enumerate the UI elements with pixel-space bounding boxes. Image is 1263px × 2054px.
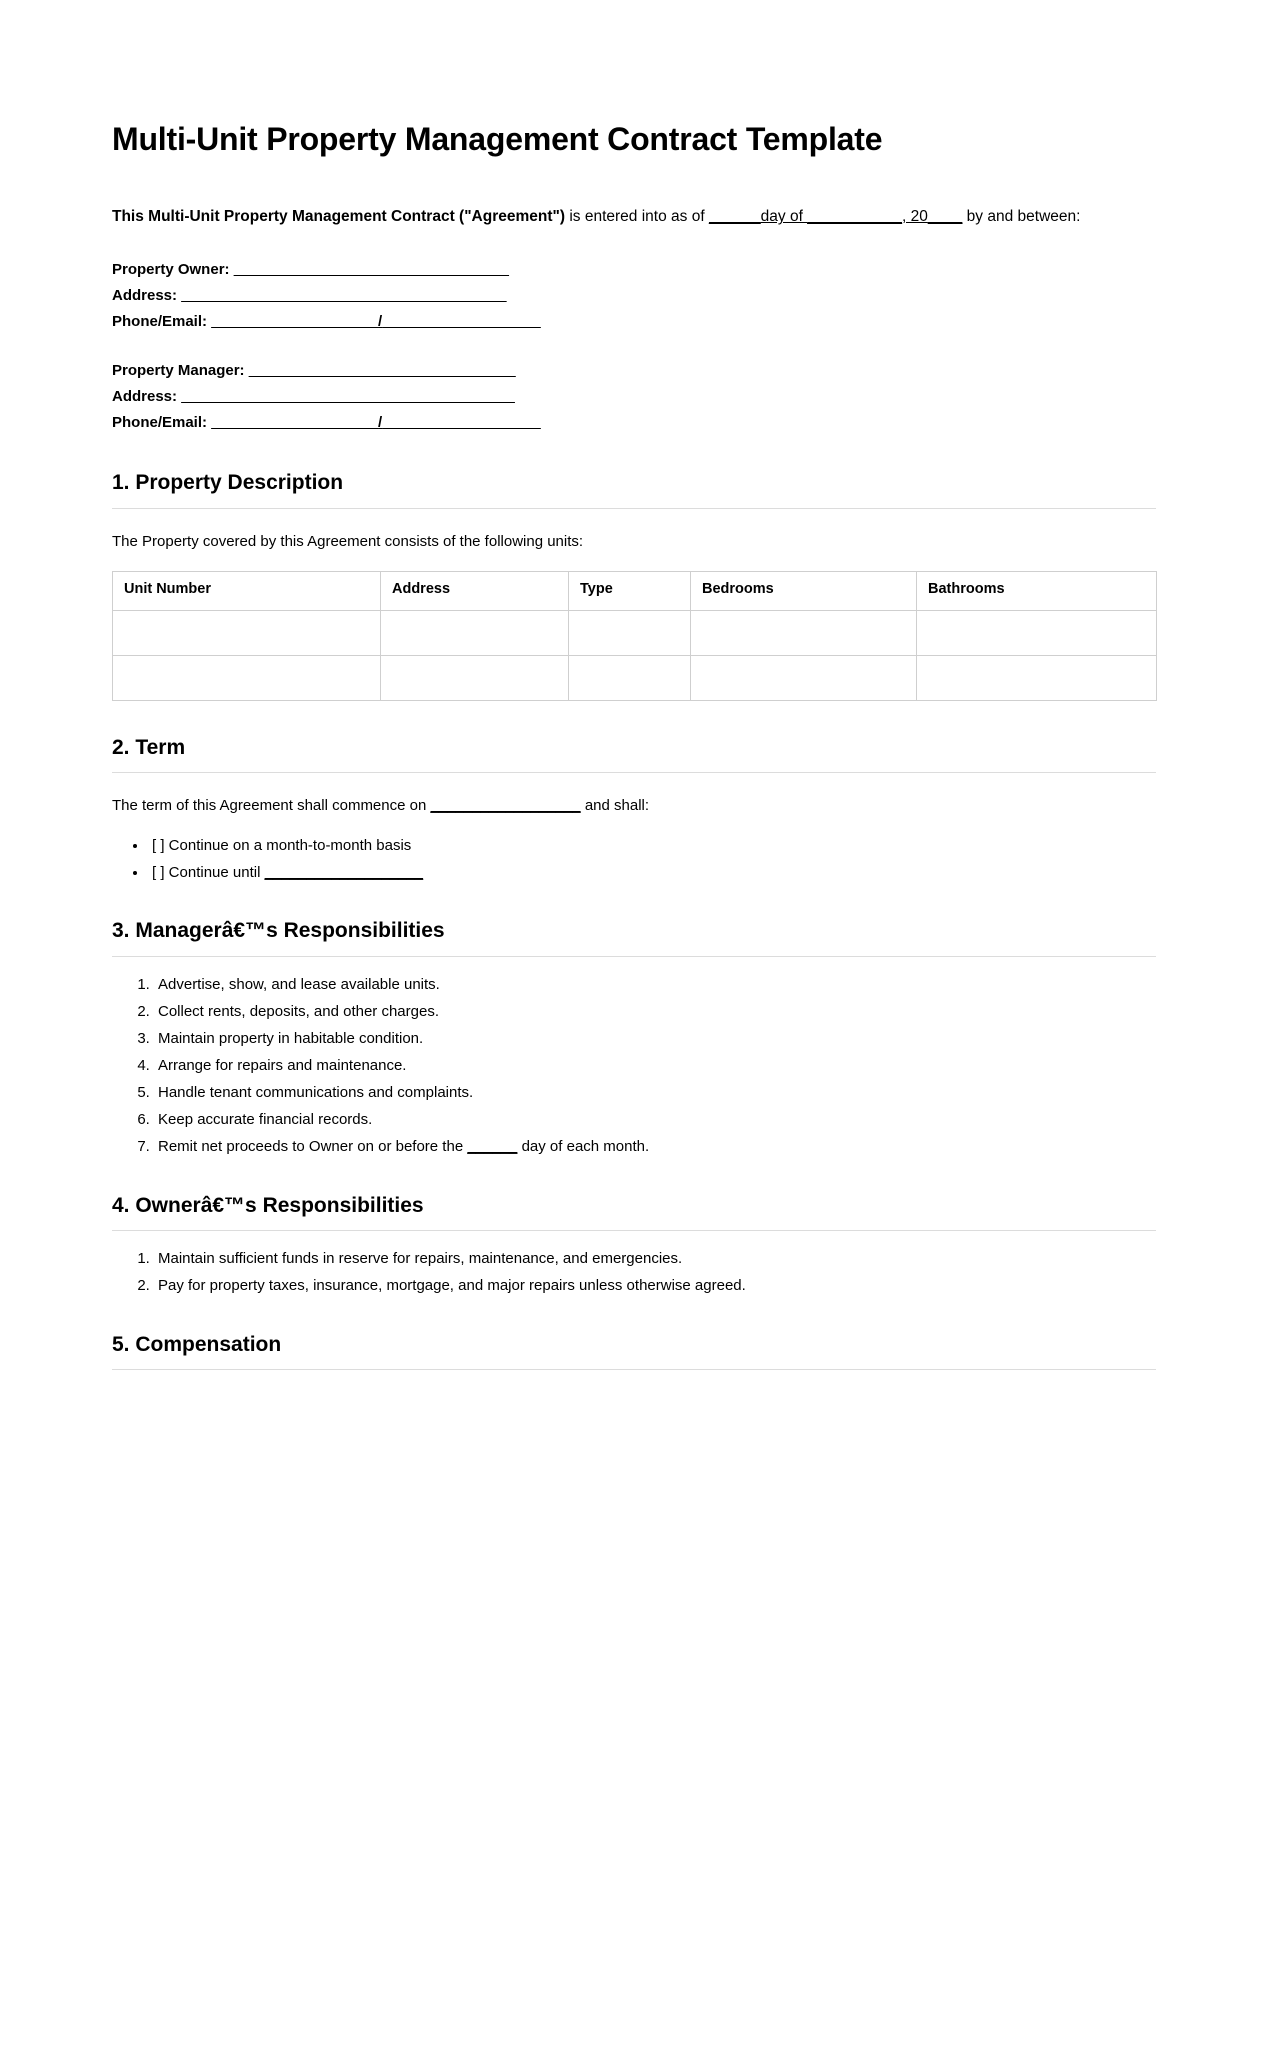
agreement-year-prefix: , 20: [902, 208, 928, 226]
party-owner-contact-line: [112, 309, 1156, 335]
units-cell-unit-number[interactable]: [113, 656, 381, 701]
party-owner-email-blank: ___________________: [382, 313, 541, 331]
party-owner-contact-label: Phone/Email:: [112, 313, 212, 331]
manager-responsibility-3: Maintain property in habitable condition.: [158, 1029, 424, 1047]
owner-responsibility-2: Pay for property taxes, insurance, mortgage, and major repairs unless otherwise agreed.: [158, 1276, 746, 1294]
party-owner-name-line: [112, 257, 1156, 283]
page-title: Multi-Unit Property Management Contract Template: [112, 121, 883, 157]
manager-responsibility-4: Arrange for repairs and maintenance.: [158, 1056, 407, 1074]
section-heading-compensation: 5. Compensation: [112, 1332, 1156, 1370]
table-row: [113, 656, 1157, 701]
list-item: [154, 1054, 1156, 1078]
units-cell-unit-number[interactable]: [113, 611, 381, 656]
property-description-intro: The Property covered by this Agreement consists of the following units:: [112, 532, 584, 550]
party-owner-contact-separator: /: [378, 313, 383, 331]
manager-responsibility-1: Advertise, show, and lease available units.: [158, 975, 440, 993]
term-option-checkbox-2[interactable]: [ ]: [152, 864, 169, 882]
party-manager-email-blank: ___________________: [382, 414, 541, 432]
agreement-intro-tail: by and between:: [962, 208, 1081, 226]
units-cell-bathrooms[interactable]: [917, 656, 1157, 701]
units-cell-bedrooms[interactable]: [691, 611, 917, 656]
term-lead-after: and shall:: [580, 797, 650, 815]
units-cell-bedrooms[interactable]: [691, 656, 917, 701]
manager-responsibility-7-tail: day of each month.: [517, 1137, 650, 1155]
list-item: [154, 1108, 1156, 1132]
units-cell-address[interactable]: [381, 656, 569, 701]
units-cell-bathrooms[interactable]: [917, 611, 1157, 656]
units-table-header-row: [113, 572, 1157, 611]
agreement-intro-bold: This Multi-Unit Property Management Contract ("Agreement"): [112, 208, 566, 226]
section-heading-owner-responsibilities: 4. Ownerâ€™s Responsibilities: [112, 1193, 1156, 1231]
party-manager-address-label: Address:: [112, 387, 182, 405]
party-owner-address-line: [112, 283, 1156, 309]
list-item: [154, 973, 1156, 997]
party-owner-phone-blank: ____________________: [211, 313, 379, 331]
manager-responsibility-6: Keep accurate financial records.: [158, 1110, 373, 1128]
agreement-day-label: day of: [760, 208, 808, 226]
units-cell-address[interactable]: [381, 611, 569, 656]
term-lead-before: The term of this Agreement shall commence on: [112, 797, 431, 815]
units-table-header-bedrooms: Bedrooms: [691, 572, 917, 611]
list-item: [154, 1135, 1156, 1159]
manager-responsibility-7: Remit net proceeds to Owner on or before the: [158, 1137, 468, 1155]
agreement-year-blank: ____: [927, 208, 963, 226]
units-table-header-address: Address: [381, 572, 569, 611]
section-heading-term: 2. Term: [112, 735, 1156, 773]
agreement-month-blank: ___________: [807, 208, 903, 226]
party-owner-name-label: Property Owner:: [112, 260, 234, 278]
list-item: [154, 1000, 1156, 1024]
section-heading-property-description: 1. Property Description: [112, 470, 1156, 508]
units-table-header-type: Type: [569, 572, 691, 611]
term-lead-paragraph: [112, 795, 1156, 818]
party-manager-contact-separator: /: [378, 414, 383, 432]
term-option-date-blank: ___________________: [264, 864, 424, 882]
term-option-label-1: Continue on a month-to-month basis: [168, 836, 412, 854]
table-row: [113, 611, 1157, 656]
units-table: [112, 571, 1157, 701]
manager-responsibilities-list: [112, 973, 1156, 1159]
list-item: [154, 1274, 1156, 1298]
party-manager-address-blank: ________________________________________: [181, 387, 515, 405]
manager-responsibility-2: Collect rents, deposits, and other charges.: [158, 1002, 439, 1020]
section-heading-manager-responsibilities: 3. Managerâ€™s Responsibilities: [112, 918, 1156, 956]
list-item[interactable]: [148, 834, 1156, 857]
units-table-header-unit-number: Unit Number: [113, 572, 381, 611]
party-owner-address-label: Address:: [112, 287, 182, 305]
list-item: [154, 1027, 1156, 1051]
party-manager-phone-blank: ____________________: [211, 414, 379, 432]
party-manager-name-blank: ________________________________: [248, 361, 516, 379]
term-options-list: [112, 834, 1156, 885]
owner-responsibilities-list: [112, 1247, 1156, 1298]
manager-responsibility-5: Handle tenant communications and complaints.: [158, 1083, 474, 1101]
party-owner-name-blank: _________________________________: [233, 260, 509, 278]
units-table-header-bathrooms: Bathrooms: [917, 572, 1157, 611]
party-manager-contact-label: Phone/Email:: [112, 414, 212, 432]
list-item: [154, 1247, 1156, 1271]
units-cell-type[interactable]: [569, 611, 691, 656]
party-manager-contact-line: [112, 410, 1156, 436]
party-owner-address-blank: _______________________________________: [181, 287, 507, 305]
agreement-intro-paragraph: [112, 206, 1156, 228]
manager-remit-day-blank: ______: [467, 1137, 518, 1155]
party-block-owner: [112, 257, 1156, 336]
list-item: [154, 1081, 1156, 1105]
party-manager-name-label: Property Manager:: [112, 361, 249, 379]
list-item[interactable]: [148, 861, 1156, 884]
owner-responsibility-1: Maintain sufficient funds in reserve for repairs, maintenance, and emergencies.: [158, 1249, 683, 1267]
term-commencement-blank: __________________: [430, 797, 581, 815]
term-option-checkbox-1[interactable]: [ ]: [152, 836, 169, 854]
term-option-label-2: Continue until: [168, 864, 265, 882]
party-manager-name-line: [112, 358, 1156, 384]
party-block-manager: [112, 358, 1156, 437]
document-body: [112, 120, 1156, 1370]
party-manager-address-line: [112, 384, 1156, 410]
agreement-day-blank: ______: [708, 208, 761, 226]
agreement-intro-mid-1: is entered into as of: [565, 208, 709, 226]
units-cell-type[interactable]: [569, 656, 691, 701]
